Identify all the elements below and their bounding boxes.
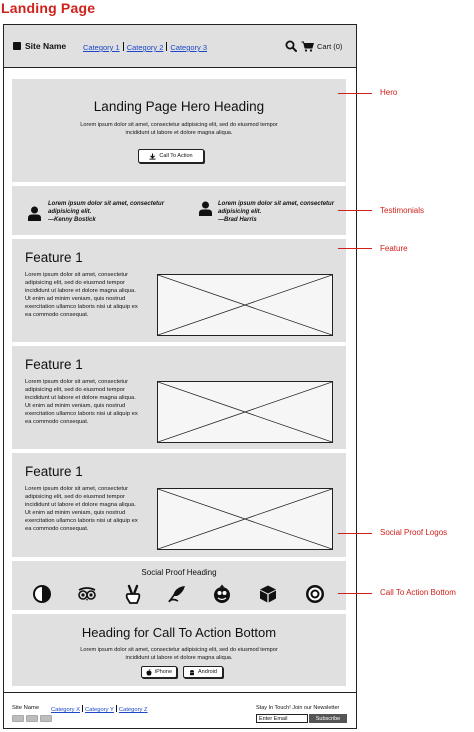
download-icon: [149, 153, 156, 160]
tripadvisor-owl-icon: [77, 584, 97, 604]
testimonials-section: [12, 186, 346, 235]
android-icon: [189, 669, 195, 676]
footer-category-z[interactable]: Category Z: [118, 707, 148, 713]
footer-site-name[interactable]: Site Name: [12, 705, 40, 711]
testimonial-2: [218, 200, 338, 224]
image-placeholder-x: [158, 275, 332, 335]
mastercard-icon: [26, 715, 38, 722]
nav-category-1[interactable]: Category 1: [83, 43, 120, 52]
nav-divider: [123, 42, 124, 51]
testimonial-2-author: —Brad Harris: [218, 217, 257, 223]
cta-bottom-body: Lorem ipsum dolor sit amet, consectetur adipisicing elit, sed do eiusmod tempor incididunt ut labore et dolore magna aliqua.: [80, 647, 278, 661]
annotation-social-proof: Social Proof Logos: [380, 528, 448, 537]
hero-body: Lorem ipsum dolor sit amet, consectetur adipisicing elit, sed do eiusmod tempor incididunt ut labore et dolore magna aliqua.: [80, 122, 278, 136]
testimonial-1-author: —Kenny Bostick: [48, 217, 96, 223]
contrast-icon: [32, 584, 52, 604]
peace-hand-icon: [123, 584, 143, 604]
hero-cta-label: Call To Action: [159, 153, 193, 159]
site-name[interactable]: Site Name: [25, 41, 67, 51]
nav-category-3[interactable]: Category 3: [170, 43, 208, 52]
snake-mascot-icon: [212, 584, 232, 604]
newsletter-label: Stay In Touch! Join our Newsletter: [256, 705, 340, 711]
android-button[interactable]: [183, 666, 223, 678]
target-icon: [305, 584, 325, 604]
image-placeholder-x: [158, 382, 332, 442]
feature-image-placeholder: [157, 488, 333, 550]
leaf-quill-icon: [167, 584, 187, 604]
hero-cta-button[interactable]: [138, 149, 204, 163]
iphone-button-label: iPhone: [154, 669, 173, 675]
nav-divider: [116, 705, 117, 712]
apple-icon: [146, 669, 152, 676]
site-header: [4, 25, 356, 68]
wireframe-frame: [3, 24, 357, 729]
cta-bottom-section: [12, 614, 346, 686]
image-placeholder-x: [158, 489, 332, 549]
feature-body: Lorem ipsum dolor sit amet, consectetur adipisicing elit, sed do eiusmod tempor incididunt ut labore et dolore magna aliqua. Ut enim ad minim veniam, quis nostrud exercitation ullamco laboris nisi ut aliquip ex ea commodo consequat.: [25, 486, 138, 532]
annotation-line-hero: [338, 93, 372, 94]
annotation-cta-bottom: Call To Action Bottom: [380, 588, 456, 597]
testimonial-1: [48, 200, 176, 224]
header-nav: [83, 42, 207, 52]
cart-icon[interactable]: [301, 41, 314, 52]
card-icon: [40, 715, 52, 722]
user-avatar-icon: [28, 206, 41, 221]
annotation-line-social-proof: [338, 533, 372, 534]
nav-divider: [166, 42, 167, 51]
email-field[interactable]: [256, 714, 308, 723]
annotation-feature: Feature: [380, 244, 408, 253]
cta-bottom-heading: Heading for Call To Action Bottom: [81, 625, 277, 640]
feature-title: Feature 1: [25, 250, 83, 265]
annotation-line-testimonials: [338, 210, 372, 211]
feature-title: Feature 1: [25, 464, 83, 479]
social-proof-heading: Social Proof Heading: [141, 568, 217, 577]
cube-icon: [258, 584, 278, 604]
testimonial-1-quote: Lorem ipsum dolor sit amet, consectetur adipisicing elit.: [48, 201, 165, 215]
feature-body: Lorem ipsum dolor sit amet, consectetur adipisicing elit, sed do eiusmod tempor incididunt ut labore et dolore magna aliqua. Ut enim ad minim veniam, quis nostrud exercitation ullamco laboris nisi ut aliquip ex ea commodo consequat.: [25, 379, 138, 425]
footer-category-y[interactable]: Category Y: [85, 707, 114, 713]
subscribe-button[interactable]: Subscribe: [309, 714, 347, 723]
feature-section: [12, 239, 346, 342]
nav-category-2[interactable]: Category 2: [126, 43, 164, 52]
annotation-hero: Hero: [380, 88, 398, 97]
testimonial-2-quote: Lorem ipsum dolor sit amet, consectetur adipisicing elit.: [218, 201, 335, 215]
social-proof-section: [12, 561, 346, 610]
search-icon[interactable]: [285, 40, 297, 52]
nav-divider: [82, 705, 83, 712]
footer-category-x[interactable]: Category X: [51, 707, 80, 713]
footer-nav: [51, 705, 148, 713]
site-footer: [4, 692, 356, 728]
iphone-button[interactable]: [141, 666, 177, 678]
annotation-line-feature: [338, 248, 372, 249]
annotation-line-cta-bottom: [338, 593, 372, 594]
user-avatar-icon: [199, 201, 212, 216]
cart-label[interactable]: Cart (0): [317, 42, 343, 51]
page-title: Landing Page: [1, 0, 96, 16]
hero-section: [12, 79, 346, 182]
feature-image-placeholder: [157, 274, 333, 336]
hero-heading: Landing Page Hero Heading: [93, 99, 265, 114]
feature-body: Lorem ipsum dolor sit amet, consectetur adipisicing elit, sed do eiusmod tempor incididunt ut labore et dolore magna aliqua. Ut enim ad minim veniam, quis nostrud exercitation ullamco laboris nisi ut aliquip ex ea commodo consequat.: [25, 272, 138, 318]
android-button-label: Android: [198, 669, 217, 675]
feature-image-placeholder: [157, 381, 333, 443]
feature-section: [12, 346, 346, 449]
annotation-testimonials: Testimonials: [380, 206, 425, 215]
feature-section: [12, 453, 346, 557]
logo-square-icon: [13, 42, 21, 50]
feature-title: Feature 1: [25, 357, 83, 372]
visa-icon: [12, 715, 24, 722]
